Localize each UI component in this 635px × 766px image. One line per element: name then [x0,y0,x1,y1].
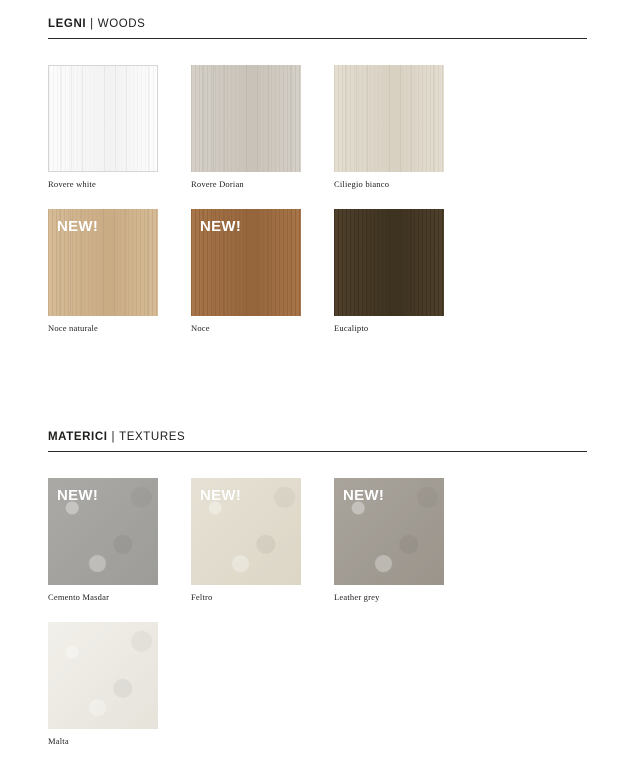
swatch-caption: Malta [48,736,69,746]
section-title-english: TEXTURES [119,431,186,443]
material-swatch[interactable] [48,209,158,316]
section-woods [48,18,587,353]
swatch-cell[interactable] [48,622,191,746]
material-swatch[interactable] [48,622,158,729]
section-header-woods [48,18,587,38]
new-badge: NEW! [57,487,99,504]
section-header-textures [48,431,587,451]
material-swatch[interactable] [48,65,158,172]
section-divider [48,451,587,452]
section-title-english: WOODS [97,18,146,30]
swatch-caption: Feltro [191,592,213,602]
new-badge: NEW! [200,487,242,504]
material-swatch[interactable] [334,478,444,585]
section-title-italian: MATERICI [48,431,108,443]
section-spacer [48,353,587,431]
material-swatch[interactable] [334,65,444,172]
section-textures [48,431,587,766]
new-badge: NEW! [57,218,99,235]
swatch-cell[interactable] [48,209,191,333]
swatch-caption: Noce [191,323,210,333]
swatch-grid-woods [48,65,587,353]
material-swatch[interactable] [191,478,301,585]
section-title-separator: | [90,18,94,30]
swatch-caption: Eucalipto [334,323,369,333]
swatch-caption: Noce naturale [48,323,99,333]
swatch-cell[interactable] [334,209,477,333]
material-swatch[interactable] [48,478,158,585]
swatch-cell[interactable] [334,65,477,189]
swatch-caption: Leather grey [334,592,380,602]
material-swatch[interactable] [191,65,301,172]
swatch-cell[interactable] [191,209,334,333]
new-badge: NEW! [200,218,242,235]
swatch-caption: Rovere white [48,179,96,189]
section-title-italian: LEGNI [48,18,87,30]
swatch-caption: Rovere Dorian [191,179,244,189]
swatch-cell[interactable] [191,65,334,189]
section-divider [48,38,587,39]
section-title-separator: | [111,431,116,443]
material-swatch[interactable] [334,209,444,316]
swatch-caption: Ciliegio bianco [334,179,390,189]
swatch-cell[interactable] [334,478,477,602]
swatch-caption: Cemento Masdar [48,592,110,602]
swatch-cell[interactable] [48,478,191,602]
swatch-cell[interactable] [191,478,334,602]
new-badge: NEW! [343,487,385,504]
material-swatch[interactable] [191,209,301,316]
swatch-cell[interactable] [48,65,191,189]
swatch-grid-textures [48,478,587,766]
